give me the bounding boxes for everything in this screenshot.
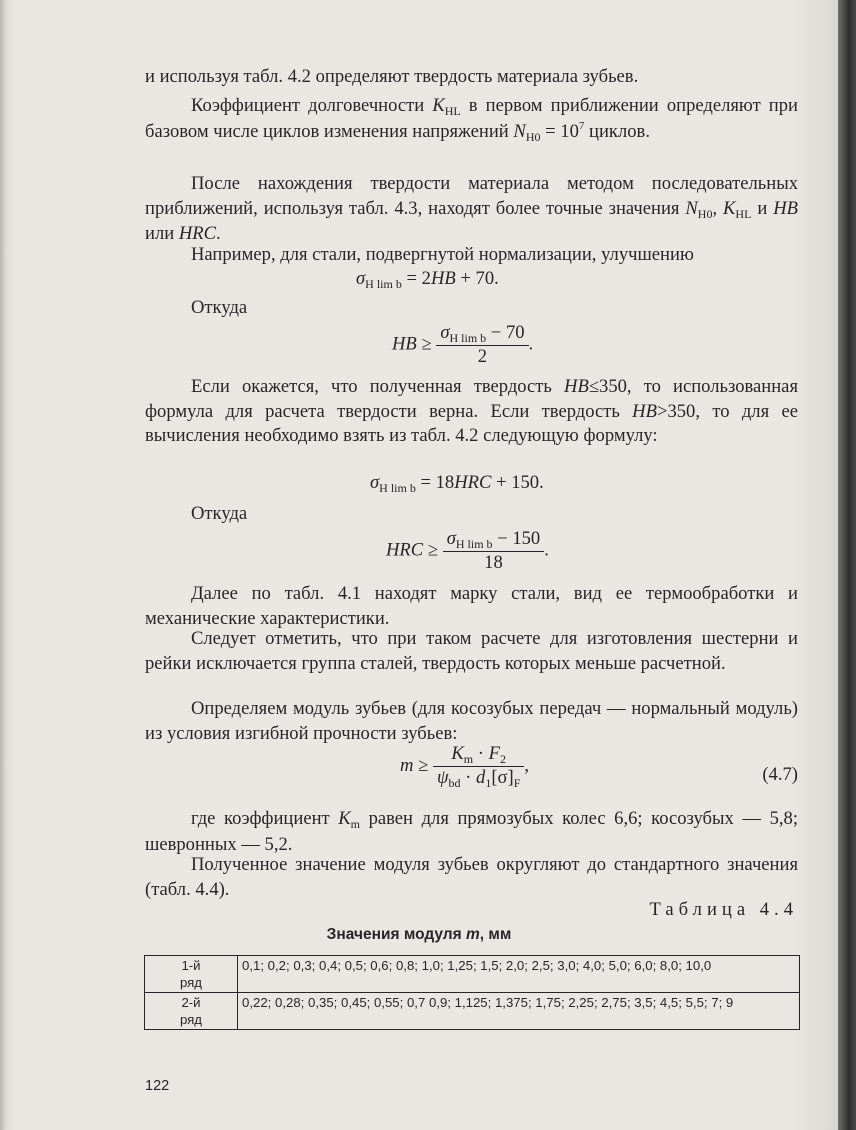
paragraph-steel-grade: Далее по табл. 4.1 находят марку стали, вид ее термообработки и механические характеристики. [145, 583, 798, 629]
row-header: 2-й ряд [145, 993, 238, 1030]
paragraph-rounding: Полученное значение модуля зубьев округляют до стандартного значения (табл. 4.4). [145, 854, 798, 900]
text-otkuda-2: Откуда [191, 503, 248, 524]
table-caption: Таблица 4.4 [649, 899, 798, 920]
text-otkuda-1: Откуда [191, 297, 248, 318]
text-line-top: и используя табл. 4.2 определяют твердость материала зубьев. [145, 66, 639, 87]
paragraph-note: Следует отметить, что при таком расчете для изготовления шестерни и рейки исключается группа сталей, твердость которых меньше расчетной. [145, 628, 798, 674]
paragraph-example: Например, для стали, подвергнутой нормализации, улучшению [191, 244, 694, 265]
table-row [145, 993, 800, 1030]
formula-sigma-hrc: $\sigma_{H lim b} = 18HRC + 150$. [370, 472, 544, 495]
formula-hrc-ge: HRC ≥ $\frac{\sigma_{H lim b} - 150}{18}$ . [386, 528, 549, 573]
equation-number: (4.7) [762, 764, 798, 785]
table-cell-values: 0,1; 0,2; 0,3; 0,4; 0,5; 0,6; 0,8; 1,0; 1,25; 1,5; 2,0; 2,5; 3,0; 4,0; 5,0; 6,0; 8,0; 10,0 [238, 956, 800, 993]
paragraph-coefficient-km: где коэффициент $K_m$ равен для прямозубых колес 6,6; косозубых — 5,8; шевронных — 5,2. [145, 808, 798, 855]
paragraph-durability-coefficient: Коэффициент долговечности $K_{HL}$ в первом приближении определяют при базовом числе циклов изменения напряжений $N_{H0} = 10^7$ циклов. [145, 95, 798, 144]
table-row [145, 956, 800, 993]
table-cell-values: 0,22; 0,28; 0,35; 0,45; 0,55; 0,7 0,9; 1,125; 1,375; 1,75; 2,25; 2,75; 3,5; 4,5; 5,5; 7; 9 [238, 993, 800, 1030]
paragraph-refined-values: После нахождения твердости материала методом последовательных приближений, используя табл. 4.3, находят более точные значения $N_{H0}$, $K_{HL}$ и HB или HRC. [145, 173, 798, 244]
book-spine [838, 0, 856, 1130]
paragraph-module: Определяем модуль зубьев (для косозубых передач — нормальный модуль) из условия изгибной прочности зубьев: [145, 698, 798, 744]
formula-hb-ge: HB ≥ $\frac{\sigma_{H lim b} - 70}{2}$ . [392, 322, 534, 367]
row-header: 1-й ряд [145, 956, 238, 993]
table-title: Значения модуля m, мм [326, 926, 512, 943]
paragraph-hardness-check: Если окажется, что полученная твердость HB≤350, то использованная формула для расчета твердости верна. Если твердость HB>350, то для ее вычисления необходимо взять из табл. 4.2 следующую формулу: [145, 376, 798, 446]
page-number: 122 [145, 1078, 170, 1094]
formula-module: m ≥ $\frac{K_m \cdot F_2}{\psi_{bd} \cdot d_1[\sigma]_F}$ , [400, 743, 530, 790]
formula-sigma-hb: $\sigma_{H lim b} = 2HB + 70$. [356, 268, 499, 291]
page-edge-shadow [0, 0, 6, 1130]
module-table [144, 955, 800, 1030]
